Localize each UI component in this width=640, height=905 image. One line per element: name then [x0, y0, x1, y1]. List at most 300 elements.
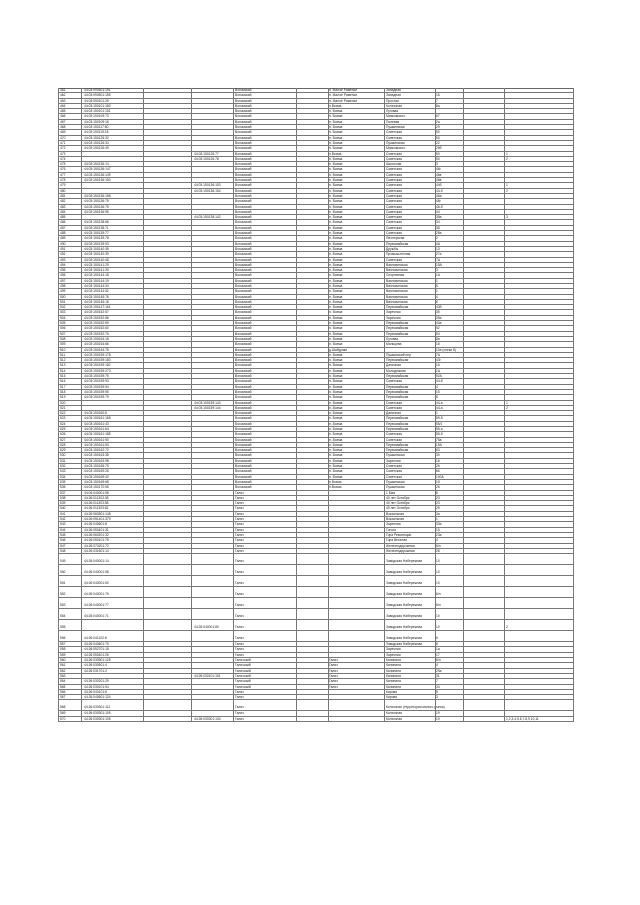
- cell-district: Вохомский: [235, 326, 252, 331]
- cell-locality: п. Вохма: [329, 278, 343, 283]
- cell-locality: [329, 544, 381, 548]
- cell-number: 549: [60, 559, 66, 564]
- cell-street: Луговая: [386, 336, 399, 341]
- cell-number: 524: [60, 421, 66, 426]
- table-row: [58, 620, 573, 631]
- cell-house: 6: [436, 636, 438, 641]
- cell-number: 543: [60, 522, 66, 527]
- cell-locality: п. Вохма: [329, 432, 343, 437]
- cell-note: [506, 226, 572, 230]
- cell-house: 63: [436, 448, 440, 453]
- cell-street: Первомайская: [386, 442, 409, 447]
- cell-house: 4А: [436, 241, 441, 246]
- cell-number: 567: [60, 695, 66, 700]
- cell-house: 10: [436, 614, 440, 619]
- cell-district: Вохомский: [235, 236, 252, 241]
- cell-note: [506, 448, 572, 452]
- cell-cadastral: 44:26:030101:54: [84, 684, 109, 689]
- cell-locality: п.Вохма: [329, 103, 342, 108]
- cell-cadastral: 44:03:150152:76: [84, 331, 109, 336]
- cell-house: 27а: [436, 252, 442, 257]
- cell-house: 46г: [436, 199, 441, 204]
- cell-district: Вохомский: [235, 140, 252, 145]
- cell-street: Пушкинская: [386, 140, 405, 145]
- cell-locality: п. Вохма: [329, 215, 343, 220]
- cell-district: Галичский: [235, 679, 251, 684]
- cell-street: Советская: [386, 379, 402, 384]
- cell-number: 474: [60, 156, 66, 161]
- cell-district: Галич: [235, 642, 244, 647]
- cell-note: [506, 220, 572, 224]
- cell-locality: [329, 501, 381, 505]
- cell-note: [506, 136, 572, 140]
- cell-note: [506, 379, 572, 383]
- cell-district: Галич: [235, 636, 244, 641]
- cell-note: [506, 549, 572, 553]
- cell-district: Вохомский: [235, 172, 252, 177]
- cell-locality: п. Вохма: [329, 193, 343, 198]
- cell-locality: [329, 491, 381, 495]
- cell-number: 511: [60, 352, 66, 357]
- cell-locality: п. Вохма: [329, 146, 343, 151]
- cell-locality: п. Вохма: [329, 283, 343, 288]
- cell-note: [506, 109, 572, 113]
- cell-note: [506, 93, 572, 97]
- cell-note: [506, 374, 572, 378]
- cell-district: Вохомский: [235, 204, 252, 209]
- cell-note: [506, 363, 572, 367]
- cell-district: Вохомский: [235, 209, 252, 214]
- cell-locality: п. Вохма: [329, 315, 343, 320]
- cell-cadastral: [84, 674, 142, 678]
- cell-locality: п. Вохма: [329, 305, 343, 310]
- cell-district: Вохомский: [235, 294, 252, 299]
- cell-locality: п. Вохма: [329, 246, 343, 251]
- cell-cadastral: 44:26:011303:62: [84, 506, 109, 511]
- cell-district: Вохомский: [235, 358, 252, 363]
- cell-street: Заречная: [386, 310, 401, 315]
- cell-note: [506, 438, 572, 442]
- column-divider: [384, 88, 385, 722]
- cell-locality: п.Вохма: [329, 151, 342, 156]
- cell-locality: п. Вохма: [329, 140, 343, 145]
- cell-number: 536: [60, 485, 66, 490]
- cell-cadastral: 44:03:150109:73: [84, 114, 109, 119]
- cell-house: 46-б: [436, 204, 443, 209]
- cell-note: 1: [506, 400, 508, 405]
- cell-note: 2: [506, 625, 508, 630]
- cell-note: [506, 653, 572, 657]
- cell-house: 44-б: [436, 379, 443, 384]
- cell-house: 35: [436, 310, 440, 315]
- cell-locality: Галич: [329, 673, 338, 678]
- table-row: [58, 565, 573, 576]
- cell-district: Вохомский: [235, 342, 252, 347]
- cell-cadastral: 44:26:040001:50: [84, 581, 109, 586]
- cell-district: Галичский: [235, 673, 251, 678]
- column-divider: [81, 88, 82, 722]
- cell-locality: п. Вохма: [329, 183, 343, 188]
- cell-district: Галич: [235, 711, 244, 716]
- cell-house: 2а: [436, 119, 440, 124]
- cell-house: 43б: [436, 305, 442, 310]
- cell-house: 15: [436, 389, 440, 394]
- cell-number: 503: [60, 310, 66, 315]
- cell-street: Заводская Набережная: [386, 625, 423, 630]
- cell-cadastral: 44:03:150136:75: [84, 199, 109, 204]
- cell-cadastral: 44:03:150126:34: [84, 140, 109, 145]
- cell-street: Советская: [386, 225, 402, 230]
- cell-house: 29: [436, 125, 440, 130]
- cell-locality: [329, 717, 381, 721]
- cell-number: 533: [60, 469, 66, 474]
- cell-locality: п. Вохма: [329, 352, 343, 357]
- cell-street: Маяковского: [386, 146, 406, 151]
- cell-note: [506, 258, 572, 262]
- cell-locality: п. Вохма: [329, 241, 343, 246]
- cell-cadastral: 44:03:150144:34: [84, 283, 109, 288]
- cell-cadastral: 44:03:150159:93: [84, 379, 109, 384]
- cell-house: 1: [436, 517, 438, 522]
- cell-house: 26: [436, 485, 440, 490]
- cell-number: 528: [60, 442, 66, 447]
- cell-house: 16: [436, 342, 440, 347]
- column-divider: [233, 88, 234, 722]
- cell-cadastral-2: 44:26:040001:80: [194, 625, 219, 630]
- cell-district: Вохомский: [235, 331, 252, 336]
- cell-district: Вохомский: [235, 252, 252, 257]
- cell-district: Вохомский: [235, 103, 252, 108]
- cell-note: [506, 443, 572, 447]
- cell-locality: п. Вохма: [329, 268, 343, 273]
- cell-note: [506, 390, 572, 394]
- cell-cadastral: 44:03:150101:180: [84, 103, 111, 108]
- cell-district: Вохомский: [235, 151, 252, 156]
- cell-number: 485: [60, 215, 66, 220]
- cell-street: Вахновинская: [386, 299, 408, 304]
- cell-district: Вохомский: [235, 347, 252, 352]
- cell-cadastral: 44:03:150144:52: [84, 289, 109, 294]
- cell-house: 50: [436, 156, 440, 161]
- column-divider: [463, 88, 464, 722]
- cell-number: 552: [60, 592, 66, 597]
- column-divider: [573, 88, 574, 722]
- cell-street: Первомайская: [386, 421, 409, 426]
- cell-number: 525: [60, 427, 66, 431]
- cell-number: 471: [60, 140, 66, 145]
- cell-district: Вохомский: [235, 321, 252, 326]
- cell-house: 10: [436, 581, 440, 586]
- cell-number: 487: [60, 225, 66, 230]
- cell-cadastral: [84, 401, 142, 405]
- cell-district: Вохомский: [235, 167, 252, 172]
- cell-house: 59-б: [436, 416, 443, 421]
- cell-cadastral-2: 44:03:150126:77: [194, 151, 219, 156]
- cell-street: Вахновинская: [386, 294, 408, 299]
- cell-note: [506, 459, 572, 463]
- cell-district: Галич: [235, 559, 244, 564]
- cell-cadastral: 44:26:031701:2: [84, 668, 107, 673]
- cell-locality: [329, 690, 381, 694]
- cell-district: Галичский: [235, 658, 251, 663]
- cell-locality: п. Вохма: [329, 178, 343, 183]
- cell-street: Советская: [386, 469, 402, 474]
- cell-street: Советская: [386, 257, 402, 262]
- cell-locality: Галич: [329, 668, 338, 673]
- cell-house: 46в: [436, 178, 442, 183]
- cell-street: Советская: [386, 178, 402, 183]
- cell-district: Вохомский: [235, 289, 252, 294]
- cell-locality: п. Вохма: [329, 336, 343, 341]
- cell-note: [506, 242, 572, 246]
- cell-street: Калинина: [386, 668, 401, 673]
- cell-district: Вохомский: [235, 225, 252, 230]
- cell-locality: п. Вохма: [329, 469, 343, 474]
- cell-locality: п. Вохма: [329, 231, 343, 236]
- cell-locality: п. Вохма: [329, 395, 343, 400]
- cell-locality: п. Вохма: [329, 442, 343, 447]
- cell-district: Вохомский: [235, 130, 252, 135]
- cell-district: Вохомский: [235, 315, 252, 320]
- cell-street: Маяковского: [386, 114, 406, 119]
- cell-number: 489: [60, 236, 66, 241]
- cell-cadastral: 44:26:011303:38: [84, 495, 109, 500]
- cell-locality: п. Вохма: [329, 167, 343, 172]
- cell-street: Спортивная: [386, 273, 405, 278]
- cell-street: Гоголя: [386, 527, 396, 532]
- cell-locality: [329, 538, 381, 542]
- cell-street: Заводская Набережная: [386, 581, 423, 586]
- cell-house: 55-б: [436, 432, 443, 437]
- cell-street: Вахновинская: [386, 268, 408, 273]
- cell-number: 521: [60, 405, 66, 410]
- cell-number: 539: [60, 501, 66, 506]
- cell-cadastral: 44:03:150152:59: [84, 321, 109, 326]
- cell-cadastral: 44:03:150163:98: [84, 458, 109, 463]
- cell-street: Колхозная (территория малого рынка): [386, 705, 445, 710]
- cell-district: Вохомский: [235, 273, 252, 278]
- cell-cadastral: 44:03:150117:60: [84, 125, 109, 130]
- cell-cadastral: 44:03:150139:77: [84, 231, 109, 236]
- cell-locality: п. Вохма: [329, 252, 343, 257]
- cell-cadastral: 44:03:150136:158: [84, 193, 111, 198]
- cell-note: [506, 236, 572, 240]
- cell-district: Вохомский: [235, 215, 252, 220]
- cell-house: 15: [436, 527, 440, 532]
- cell-number: 469: [60, 130, 66, 135]
- cell-house: 38а: [436, 215, 442, 220]
- cell-district: Галич: [235, 581, 244, 586]
- cell-street: Первомайская: [386, 395, 409, 400]
- cell-number: 516: [60, 379, 66, 384]
- cell-number: 562: [60, 668, 66, 673]
- cell-house: 1: [436, 411, 438, 416]
- cell-street: Пушкинская: [386, 485, 405, 490]
- cell-number: 498: [60, 283, 66, 288]
- cell-house: 31: [436, 673, 440, 678]
- cell-number: 530: [60, 453, 66, 458]
- cell-number: 560: [60, 658, 66, 663]
- cell-house: 8: [436, 490, 438, 495]
- cell-cadastral: 44:03:150152:57: [84, 310, 109, 315]
- cell-district: Вохомский: [235, 305, 252, 310]
- cell-district: Вохомский: [235, 432, 252, 437]
- cell-number: 490: [60, 241, 66, 246]
- cell-house: 16: [436, 93, 440, 98]
- cell-locality: [329, 522, 381, 526]
- cell-note: [506, 669, 572, 673]
- cell-street: Советская: [386, 193, 402, 198]
- cell-street: Советская: [386, 204, 402, 209]
- cell-cadastral: 44:03:150161:64: [84, 427, 109, 431]
- cell-number: 531: [60, 458, 66, 463]
- cell-district: Вохомский: [235, 363, 252, 368]
- cell-number: 464: [60, 103, 66, 108]
- cell-cadastral: 44:03:150161:185: [84, 432, 111, 437]
- cell-house: 7А: [436, 352, 441, 357]
- cell-locality: [329, 653, 381, 657]
- cell-house: 7А: [436, 257, 441, 262]
- cell-number: 510: [60, 347, 66, 352]
- cell-cadastral: [84, 406, 142, 410]
- cell-number: 476: [60, 167, 66, 172]
- cell-locality: п.Вохма: [329, 485, 342, 490]
- cell-locality: Галич: [329, 663, 338, 668]
- cell-district: Галич: [235, 527, 244, 532]
- cell-district: Вохомский: [235, 146, 252, 151]
- cell-number: 486: [60, 220, 66, 225]
- cell-street: Даничная: [386, 363, 401, 368]
- cell-cadastral: 44:03:150152:60: [84, 326, 109, 331]
- cell-house: 5: [436, 689, 438, 694]
- cell-note: [506, 252, 572, 256]
- cell-house: 34: [436, 684, 440, 689]
- cell-locality: п. Малое Раменье: [329, 93, 358, 98]
- cell-house: 5: [436, 283, 438, 288]
- cell-cadastral-2: 44:03:150138:142: [194, 215, 221, 220]
- cell-district: Вохомский: [235, 241, 252, 246]
- cell-street: Первомайская: [386, 241, 409, 246]
- cell-house: 44б: [436, 183, 442, 188]
- cell-house: 100А: [436, 474, 444, 479]
- cell-district: Вохомский: [235, 257, 252, 262]
- cell-cadastral-2: 44:03:150126:78: [194, 156, 219, 161]
- cell-number: 506: [60, 326, 66, 331]
- cell-note: [506, 517, 572, 521]
- cell-cadastral: [84, 215, 142, 219]
- cell-number: 556: [60, 636, 66, 641]
- cell-number: 566: [60, 689, 66, 694]
- cell-street: Советская: [386, 135, 402, 140]
- cell-locality: [329, 549, 381, 553]
- cell-locality: п. Вохма: [329, 209, 343, 214]
- cell-locality: п. Вохма: [329, 358, 343, 363]
- cell-district: Галич: [235, 647, 244, 652]
- cell-house: 3: [436, 162, 438, 167]
- cell-cadastral: 44:03:150154:78: [84, 347, 109, 352]
- cell-note: [506, 316, 572, 320]
- cell-number: 466: [60, 114, 66, 119]
- cell-district: Вохомский: [235, 135, 252, 140]
- cell-house: 50: [436, 130, 440, 135]
- cell-note: 2: [506, 188, 508, 193]
- cell-house: 15А: [436, 442, 442, 447]
- cell-house: 30: [436, 453, 440, 458]
- cell-house: 2: [436, 236, 438, 241]
- cell-cadastral: 44:26:040601:124: [84, 695, 111, 700]
- cell-street: Промышленная: [386, 252, 411, 257]
- cell-number: 465: [60, 109, 66, 114]
- cell-house: 8: [436, 642, 438, 647]
- cell-locality: п. Вохма: [329, 448, 343, 453]
- cell-number: 534: [60, 474, 66, 479]
- cell-district: Вохомский: [235, 162, 252, 167]
- cell-district: Вохомский: [235, 283, 252, 288]
- cell-cadastral: 44:03:150136:75: [84, 204, 109, 209]
- cell-street: Кирова: [386, 689, 397, 694]
- cell-district: Галич: [235, 532, 244, 537]
- cell-district: Галич: [235, 614, 244, 619]
- cell-note: [506, 369, 572, 373]
- address-table: [58, 88, 573, 722]
- cell-cadastral: 44:03:150136:14: [84, 162, 109, 167]
- cell-house: 23: [436, 495, 440, 500]
- cell-district: Галич: [235, 652, 244, 657]
- cell-street: Советская: [386, 199, 402, 204]
- cell-locality: [329, 496, 381, 500]
- cell-street: Советская: [386, 220, 402, 225]
- cell-district: Вохомский: [235, 193, 252, 198]
- cell-house: 6: [436, 395, 438, 400]
- cell-note: [506, 300, 572, 304]
- cell-number: 527: [60, 437, 66, 442]
- cell-cadastral: 44:03:150159:94: [84, 384, 109, 389]
- cell-district: Галич: [235, 501, 244, 506]
- cell-number: 559: [60, 652, 66, 657]
- cell-street: Первомайская: [386, 374, 409, 379]
- cell-district: Галич: [235, 495, 244, 500]
- cell-street: Пушкинская: [386, 453, 405, 458]
- cell-cadastral: 44:03:150140:39: [84, 252, 109, 257]
- cell-cadastral: [84, 152, 142, 156]
- column-divider: [328, 88, 329, 722]
- cell-district: Вохомский: [235, 220, 252, 225]
- cell-street: Советская: [386, 437, 402, 442]
- cell-cadastral: [84, 183, 142, 187]
- cell-number: 550: [60, 570, 66, 575]
- cell-street: 40 лет Октября: [386, 495, 410, 500]
- cell-street: Заводская Набережная: [386, 592, 423, 597]
- cell-street: 40 лет Октября: [386, 506, 410, 511]
- cell-cadastral: 44:03:150147:161: [84, 305, 111, 310]
- cell-locality: п. Вохма: [329, 326, 343, 331]
- cell-district: Вохомский: [235, 384, 252, 389]
- cell-locality: п. Вохма: [329, 204, 343, 209]
- cell-note: [506, 263, 572, 267]
- cell-district: Галич: [235, 625, 244, 630]
- cell-cadastral: [84, 189, 142, 193]
- cell-number: 555: [60, 625, 66, 630]
- cell-locality: [329, 695, 381, 699]
- cell-district: Вохомский: [235, 125, 252, 130]
- cell-locality: п. Вохма: [329, 135, 343, 140]
- cell-number: 493: [60, 257, 66, 262]
- cell-house: 10а (снеки 8): [436, 347, 456, 352]
- cell-note: [506, 99, 572, 103]
- cell-district: Вохомский: [235, 400, 252, 405]
- cell-number: 522: [60, 411, 66, 416]
- cell-house: 10: [436, 570, 440, 575]
